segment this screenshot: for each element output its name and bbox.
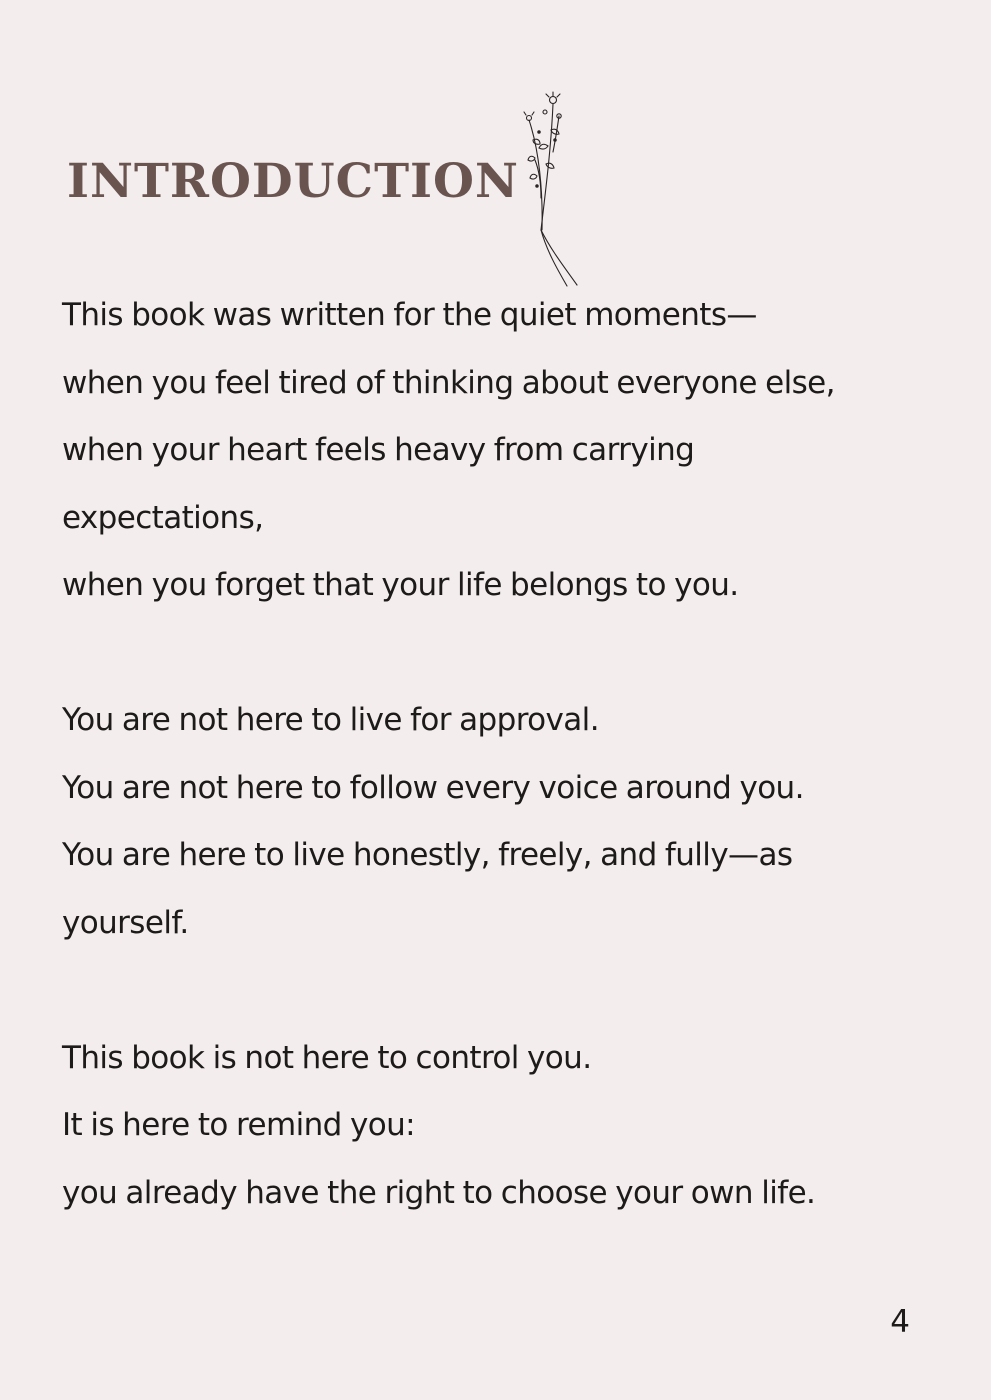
page-number: 4 — [890, 1304, 910, 1340]
text-line: you already have the right to choose your own life. — [62, 1174, 816, 1211]
text-line: It is here to remind you: — [62, 1107, 415, 1143]
page-title: INTRODUCTION — [67, 154, 519, 209]
paragraph — [62, 687, 962, 957]
text-line: You are not here to live for approval. — [62, 702, 599, 738]
text-line: You are not here to follow every voice around you. — [62, 769, 804, 806]
text-line: You are here to live honestly, freely, and fully—as — [62, 837, 793, 873]
text-line: when your heart feels heavy from carrying — [62, 432, 695, 468]
paragraph — [62, 282, 962, 620]
text-line: yourself. — [62, 904, 189, 941]
introduction-text — [62, 282, 962, 1227]
text-line: when you feel tired of thinking about everyone else, — [62, 364, 835, 401]
wildflower-sprig-icon — [515, 90, 585, 290]
text-line: This book is not here to control you. — [62, 1039, 592, 1076]
text-line: expectations, — [62, 499, 264, 536]
paragraph — [62, 1025, 962, 1228]
text-line: when you forget that your life belongs to you. — [62, 567, 739, 603]
text-line: This book was written for the quiet moments— — [62, 297, 757, 333]
